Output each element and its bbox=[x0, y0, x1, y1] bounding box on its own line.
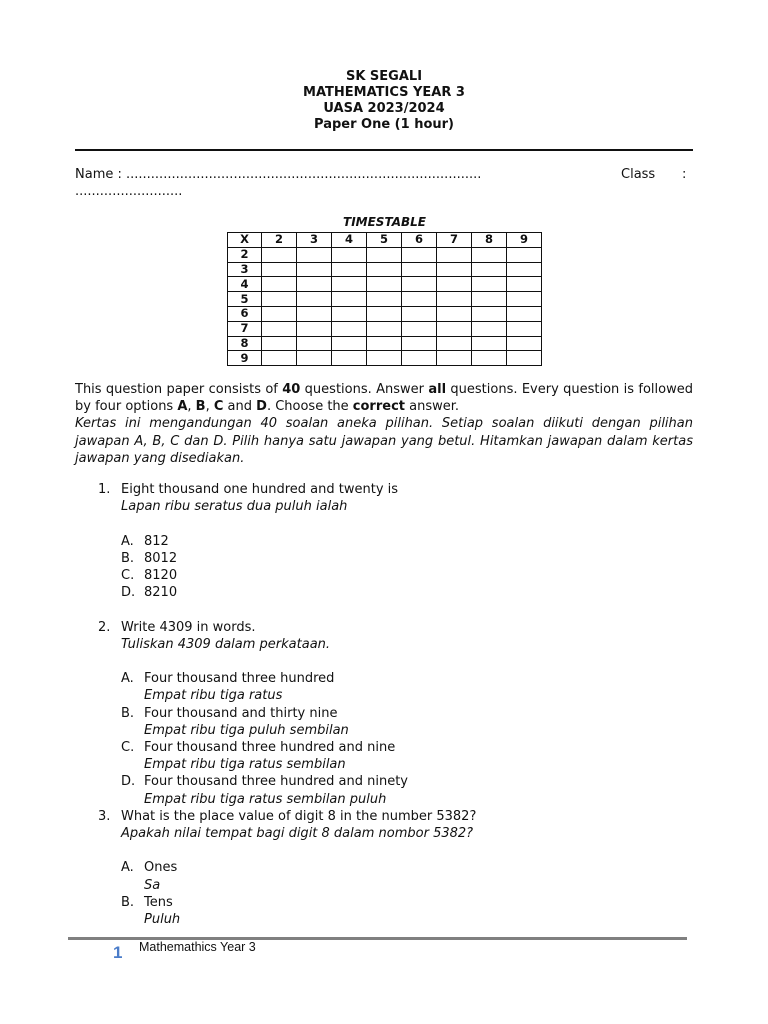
timestable-cell[interactable] bbox=[262, 292, 297, 307]
option-b[interactable]: B. Tens Puluh bbox=[121, 894, 181, 928]
timestable-cell[interactable] bbox=[472, 292, 507, 307]
timestable-cell[interactable] bbox=[437, 336, 472, 351]
class-label: Class bbox=[621, 167, 656, 182]
timestable-row-header: 3 bbox=[228, 262, 262, 277]
timestable-cell[interactable] bbox=[367, 247, 402, 262]
timestable-col-header: 9 bbox=[507, 233, 542, 248]
option-d[interactable]: D. 8210 bbox=[121, 585, 178, 601]
timestable-col-header: 7 bbox=[437, 233, 472, 248]
timestable-row bbox=[228, 277, 542, 292]
timestable-cell[interactable] bbox=[297, 262, 332, 277]
question-number: 2. bbox=[98, 619, 111, 635]
question-text-ms: Lapan ribu seratus dua puluh ialah bbox=[121, 499, 348, 515]
timestable-col-header: 8 bbox=[472, 233, 507, 248]
timestable-cell[interactable] bbox=[332, 292, 367, 307]
timestable-cell[interactable] bbox=[332, 321, 367, 336]
timestable-cell[interactable] bbox=[507, 321, 542, 336]
timestable-cell[interactable] bbox=[437, 247, 472, 262]
school-name: SK SEGALI bbox=[345, 69, 423, 84]
timestable-cell[interactable] bbox=[262, 336, 297, 351]
option-list bbox=[121, 670, 693, 808]
timestable-cell[interactable] bbox=[472, 321, 507, 336]
question-3 bbox=[75, 808, 693, 928]
timestable-col-header: 4 bbox=[332, 233, 367, 248]
option-list bbox=[121, 533, 693, 602]
timestable-cell[interactable] bbox=[472, 277, 507, 292]
timestable-cell[interactable] bbox=[507, 336, 542, 351]
timestable-col-header: 5 bbox=[367, 233, 402, 248]
option-b[interactable]: B. 8012 bbox=[121, 550, 178, 566]
timestable-cell[interactable] bbox=[437, 262, 472, 277]
timestable-cell[interactable] bbox=[472, 306, 507, 321]
question-text-en: What is the place value of digit 8 in the number 5382? bbox=[121, 808, 477, 824]
document-header bbox=[0, 69, 768, 133]
timestable-cell[interactable] bbox=[437, 351, 472, 366]
timestable-cell[interactable] bbox=[332, 262, 367, 277]
timestable-cell[interactable] bbox=[297, 336, 332, 351]
spacer bbox=[75, 601, 693, 618]
question-text-en: Write 4309 in words. bbox=[121, 619, 256, 635]
timestable-cell[interactable] bbox=[507, 292, 542, 307]
footer-title: Mathemathics Year 3 bbox=[139, 940, 256, 954]
timestable-cell[interactable] bbox=[437, 277, 472, 292]
name-field[interactable]: Name : ...................................................................................... bbox=[75, 167, 482, 182]
timestable-cell[interactable] bbox=[402, 262, 437, 277]
timestable-cell[interactable] bbox=[332, 277, 367, 292]
timestable-cell[interactable] bbox=[402, 277, 437, 292]
timestable-cell[interactable] bbox=[507, 262, 542, 277]
instructions-english: This question paper consists of 40 questions. Answer all questions. Every question is followed by four options A, B, C and D. Choose the correct answer. bbox=[75, 382, 693, 415]
option-a[interactable]: A. Four thousand three hundred Empat ribu tiga ratus bbox=[121, 671, 335, 704]
timestable-grid bbox=[227, 232, 542, 366]
name-class-line bbox=[75, 166, 693, 199]
timestable-cell[interactable] bbox=[437, 292, 472, 307]
timestable-header-row bbox=[228, 233, 542, 248]
header-divider bbox=[75, 149, 693, 151]
timestable-cell[interactable] bbox=[402, 306, 437, 321]
subject-title: MATHEMATICS YEAR 3 bbox=[303, 85, 465, 100]
timestable-col-header: 2 bbox=[262, 233, 297, 248]
timestable-title: TIMESTABLE bbox=[343, 215, 426, 229]
timestable-cell[interactable] bbox=[472, 336, 507, 351]
timestable-cell[interactable] bbox=[332, 306, 367, 321]
timestable-cell[interactable] bbox=[437, 306, 472, 321]
option-c[interactable]: C. Four thousand three hundred and nine Empat ribu tiga ratus sembilan bbox=[121, 740, 396, 773]
timestable-col-header: 6 bbox=[402, 233, 437, 248]
timestable-cell[interactable] bbox=[402, 351, 437, 366]
question-list bbox=[75, 481, 693, 928]
timestable-cell[interactable] bbox=[437, 321, 472, 336]
timestable-row-header: 9 bbox=[228, 351, 262, 366]
paper-title: Paper One (1 hour) bbox=[314, 117, 454, 132]
timestable-corner: X bbox=[228, 233, 262, 248]
page-number: 1 bbox=[113, 943, 123, 962]
timestable-cell[interactable] bbox=[262, 247, 297, 262]
option-b[interactable]: B. Four thousand and thirty nine Empat ribu tiga puluh sembilan bbox=[121, 705, 349, 738]
timestable-row-header: 6 bbox=[228, 306, 262, 321]
timestable-cell[interactable] bbox=[332, 247, 367, 262]
timestable-cell[interactable] bbox=[507, 351, 542, 366]
timestable-cell[interactable] bbox=[507, 247, 542, 262]
timestable-row-header: 7 bbox=[228, 321, 262, 336]
timestable-cell[interactable] bbox=[472, 262, 507, 277]
option-list bbox=[121, 859, 693, 928]
timestable-cell[interactable] bbox=[262, 351, 297, 366]
timestable-row-header: 4 bbox=[228, 277, 262, 292]
timestable-cell[interactable] bbox=[297, 351, 332, 366]
timestable-cell[interactable] bbox=[402, 292, 437, 307]
timestable-row-header: 5 bbox=[228, 292, 262, 307]
timestable-cell[interactable] bbox=[367, 277, 402, 292]
instructions-malay: Kertas ini mengandungan 40 soalan aneka pilihan. Setiap soalan diikuti dengan pilihan jawapan A, B, C dan D. Pilih hanya satu jawapan yang betul. Hitamkan jawapan dalam kertas jawapan yang disediakan. bbox=[75, 416, 693, 466]
timestable-row bbox=[228, 292, 542, 307]
question-number: 1. bbox=[98, 482, 111, 497]
question-text-ms: Tuliskan 4309 dalam perkataan. bbox=[121, 636, 331, 652]
timestable-cell[interactable] bbox=[367, 262, 402, 277]
timestable-cell[interactable] bbox=[297, 306, 332, 321]
timestable-cell[interactable] bbox=[402, 321, 437, 336]
timestable-row bbox=[228, 321, 542, 336]
class-field[interactable]: .......................... bbox=[75, 184, 183, 199]
timestable-col-header: 3 bbox=[297, 233, 332, 248]
timestable-row bbox=[228, 262, 542, 277]
timestable-cell[interactable] bbox=[332, 351, 367, 366]
timestable-cell[interactable] bbox=[262, 306, 297, 321]
option-a[interactable]: A. 812 bbox=[121, 533, 169, 549]
timestable-cell[interactable] bbox=[367, 292, 402, 307]
instructions bbox=[75, 381, 693, 467]
timestable-cell[interactable] bbox=[402, 247, 437, 262]
timestable-cell[interactable] bbox=[367, 306, 402, 321]
timestable-cell[interactable] bbox=[262, 262, 297, 277]
option-c[interactable]: C. 8120 bbox=[121, 568, 178, 583]
timestable-row-header: 2 bbox=[228, 247, 262, 262]
timestable-cell[interactable] bbox=[472, 351, 507, 366]
option-d[interactable]: D. Four thousand three hundred and ninety Empat ribu tiga ratus sembilan puluh bbox=[121, 774, 408, 807]
timestable-cell[interactable] bbox=[297, 321, 332, 336]
timestable-row bbox=[228, 247, 542, 262]
question-1 bbox=[75, 481, 693, 601]
class-colon: : bbox=[682, 167, 687, 182]
timestable-cell[interactable] bbox=[367, 351, 402, 366]
timestable-cell[interactable] bbox=[472, 247, 507, 262]
timestable-cell[interactable] bbox=[297, 292, 332, 307]
question-2 bbox=[75, 619, 693, 808]
timestable-row-header: 8 bbox=[228, 336, 262, 351]
timestable-cell[interactable] bbox=[332, 336, 367, 351]
option-a[interactable]: A. Ones Sa bbox=[121, 860, 178, 893]
question-text-ms: Apakah nilai tempat bagi digit 8 dalam nombor 5382? bbox=[121, 826, 474, 842]
question-number: 3. bbox=[98, 808, 111, 824]
question-text-en: Eight thousand one hundred and twenty is bbox=[121, 482, 399, 497]
exam-title: UASA 2023/2024 bbox=[323, 101, 445, 116]
timestable-row bbox=[228, 336, 542, 351]
timestable-cell[interactable] bbox=[262, 321, 297, 336]
timestable-cell[interactable] bbox=[262, 277, 297, 292]
timestable-cell[interactable] bbox=[297, 247, 332, 262]
timestable-cell[interactable] bbox=[402, 336, 437, 351]
timestable-row bbox=[228, 306, 542, 321]
timestable-cell[interactable] bbox=[507, 277, 542, 292]
timestable-cell[interactable] bbox=[367, 321, 402, 336]
timestable-cell[interactable] bbox=[507, 306, 542, 321]
timestable-cell[interactable] bbox=[297, 277, 332, 292]
timestable-row bbox=[228, 351, 542, 366]
timestable-cell[interactable] bbox=[367, 336, 402, 351]
